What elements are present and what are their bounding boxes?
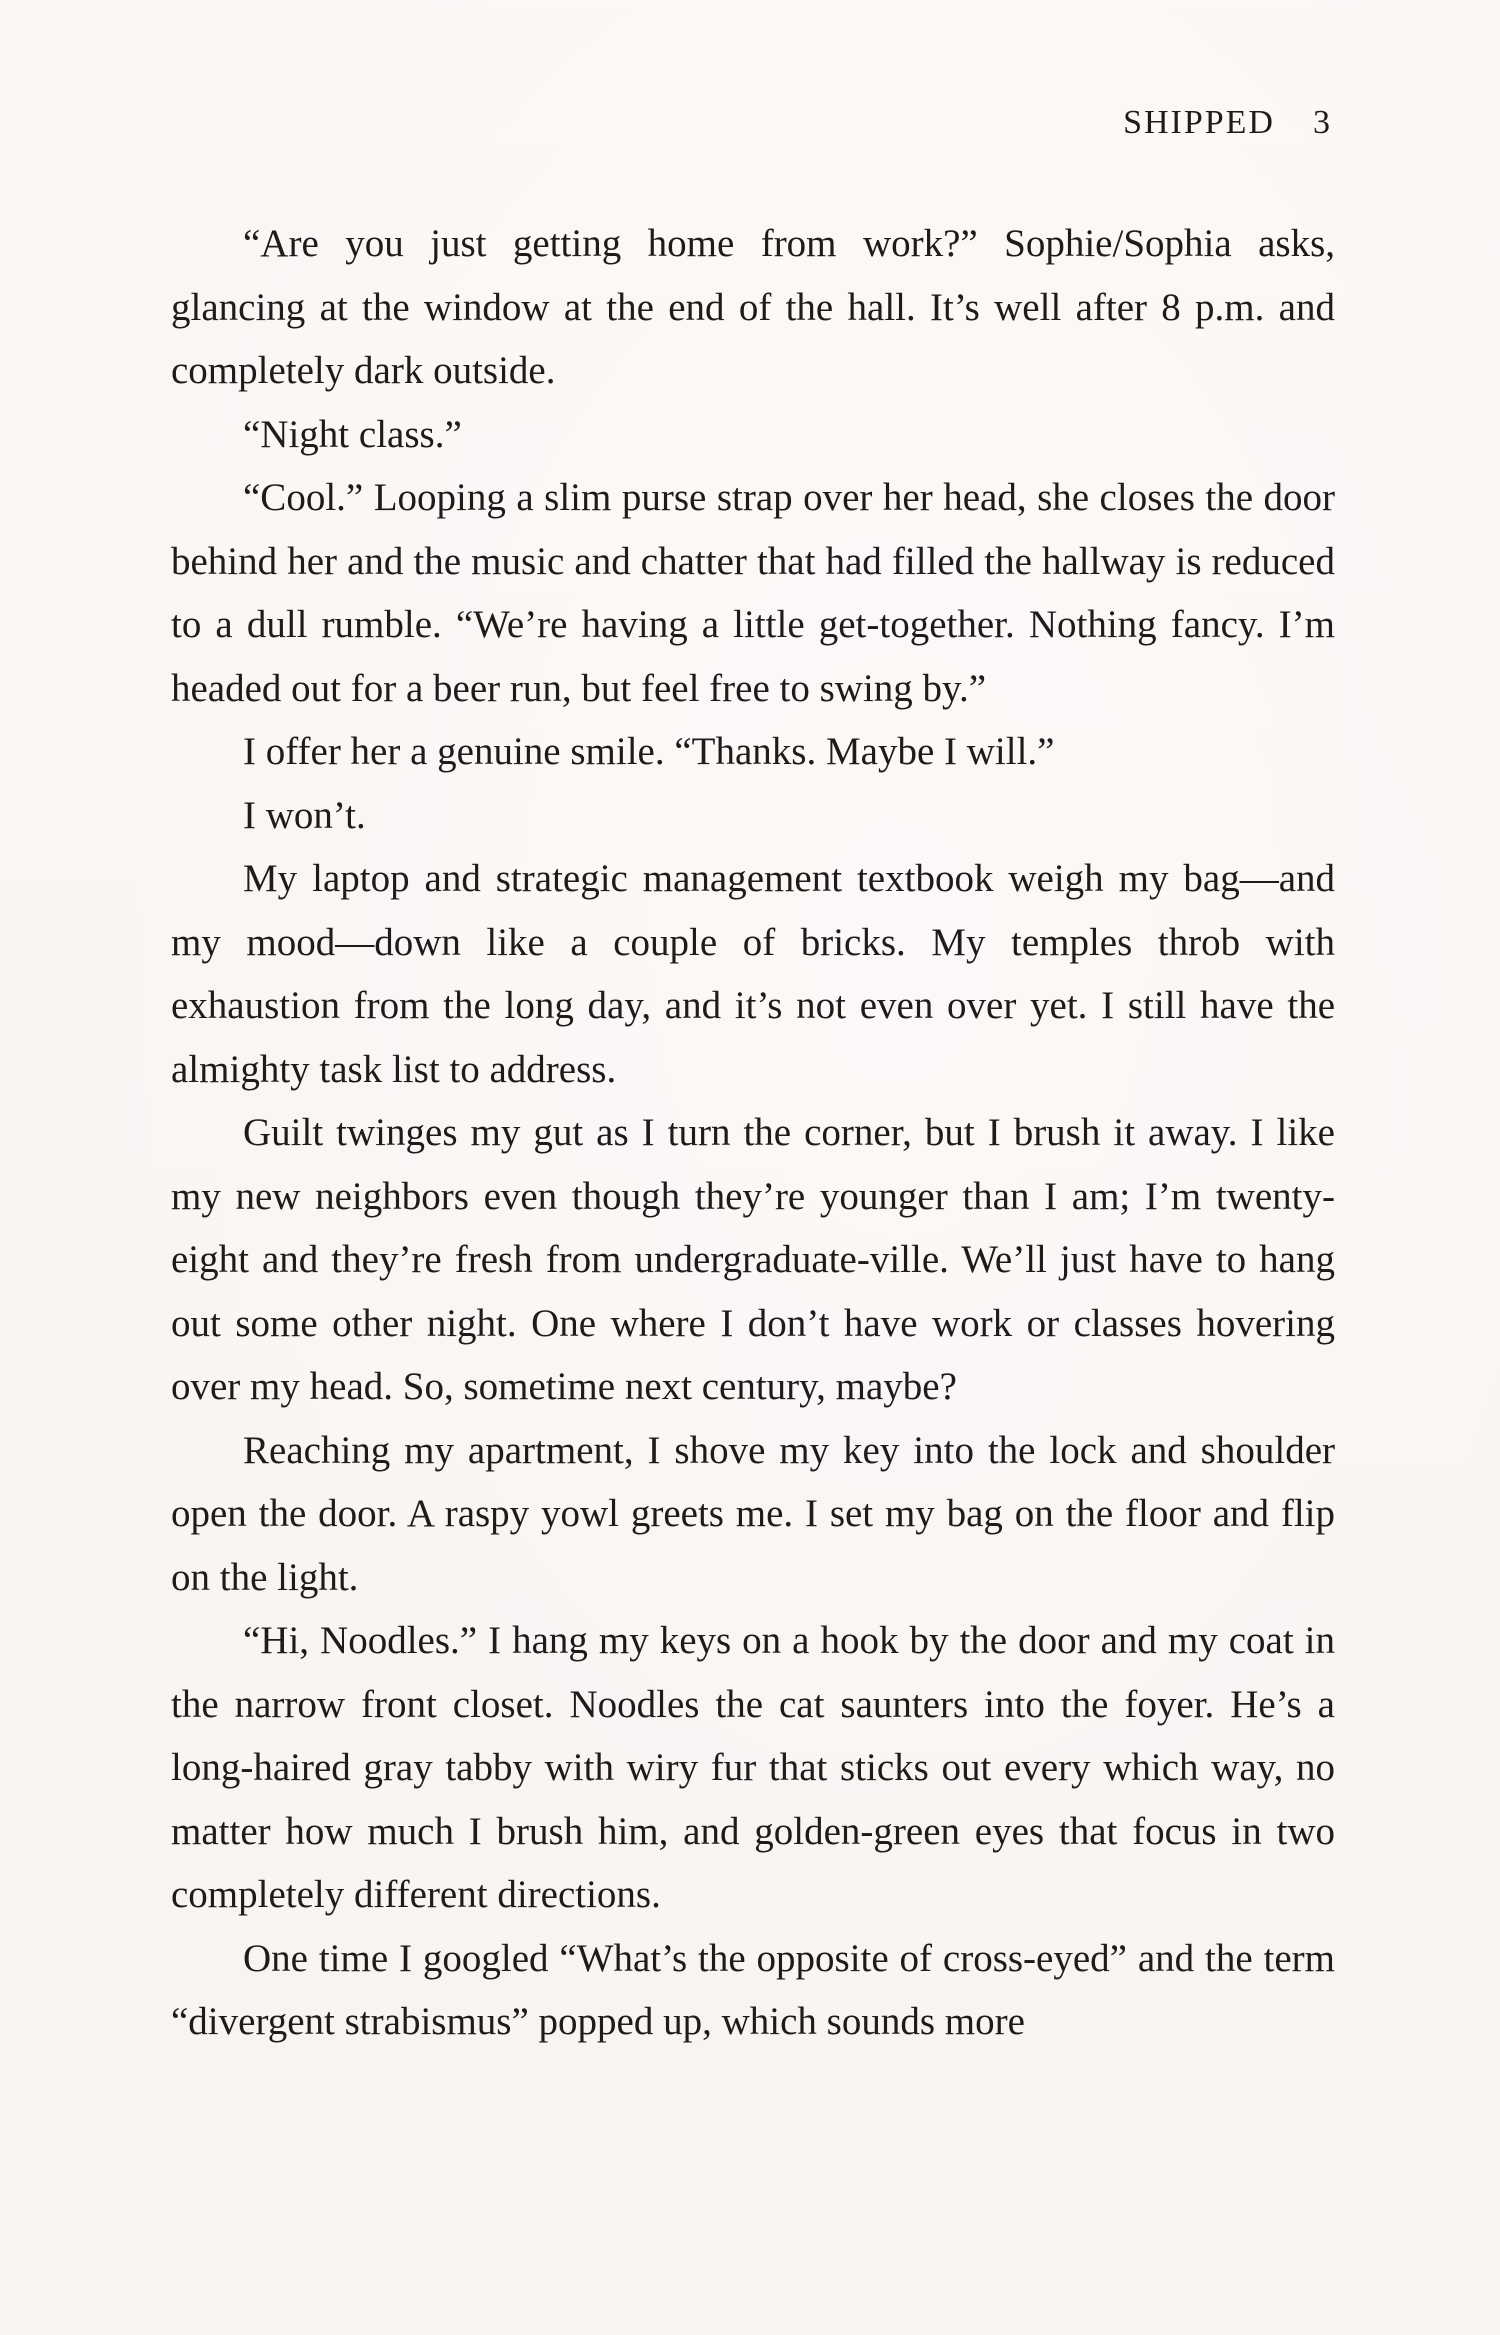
paragraph: “Are you just getting home from work?” Sophie/Sophia asks, glancing at the window at the end of the hall. It’s well after 8 p.m. and completely dark outside. [171, 222, 1335, 392]
paragraph: “Night class.” [243, 412, 462, 456]
paragraph: My laptop and strategic management textbook weigh my bag—and my mood—down like a couple of bricks. My temples throb with exhaustion from the long day, and it’s not even over yet. I still have the almighty task list to address. [171, 857, 1335, 1091]
paragraph: “Cool.” Looping a slim purse strap over her head, she closes the door behind her and the music and chatter that had filled the hallway is reduced to a dull rumble. “We’re having a little get-together. Nothing fancy. I’m headed out for a beer run, but feel free to swing by.” [171, 476, 1335, 710]
paragraph: “Hi, Noodles.” I hang my keys on a hook by the door and my coat in the narrow front closet. Noodles the cat saunters into the foyer. He’s a long-haired gray tabby with wiry fur that sticks out every which way, no matter how much I brush him, and golden-green eyes that focus in two completely different directions. [171, 1619, 1335, 1916]
page-number: 3 [1313, 104, 1332, 141]
chapter-title: SHIPPED [1123, 104, 1275, 141]
running-head [1123, 104, 1332, 142]
paragraph: I offer her a genuine smile. “Thanks. Maybe I will.” [243, 730, 1055, 773]
paragraph: I won’t. [243, 793, 366, 837]
body-text [171, 212, 1335, 2054]
paragraph: Guilt twinges my gut as I turn the corner, but I brush it away. I like my new neighbors even though they’re younger than I am; I’m twenty-eight and they’re fresh from undergraduate-ville. We’ll just have to hang out some other night. One where I don’t have work or classes hovering over my head. So, sometime next century, maybe? [171, 1111, 1335, 1408]
paragraph: One time I googled “What’s the opposite of cross-eyed” and the term “divergent strabismus” popped up, which sounds more [171, 1936, 1335, 2043]
paragraph: Reaching my apartment, I shove my key into the lock and shoulder open the door. A raspy yowl greets me. I set my bag on the floor and flip on the light. [171, 1428, 1335, 1599]
